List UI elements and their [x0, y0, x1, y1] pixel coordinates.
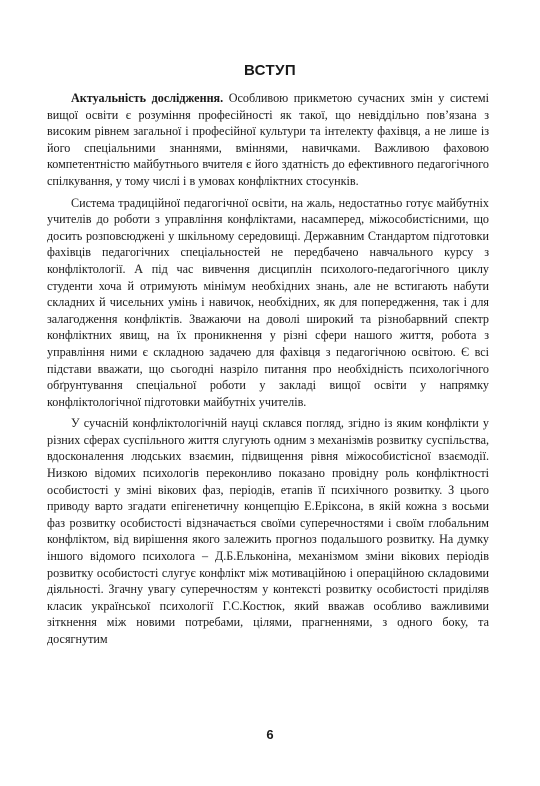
- paragraph-lead: Актуальність дослідження.: [71, 91, 224, 105]
- paragraph-3: [47, 415, 489, 647]
- paragraph-1: [47, 90, 489, 190]
- page-title: ВСТУП: [244, 62, 296, 79]
- paragraph-text: У сучасній конфліктологічній науці склався погляд, згідно із яким конфлікти у різних сферах суспільного життя слугують одним з механізмів розвитку суспільства, вдосконалення людських взаємин, підвищення рівня міжособистісної взаємодії. Низкою відомих психологів переконливо показано провідну роль конфліктності особистості у зміні вікових фаз, періодів, етапів її психічного розвитку. З цього приводу варто згадати епігенетичну концепцію Е.Еріксона, в якій кожна з восьми фаз розвитку особистості відзначається своїми суперечностями і своїм глобальним конфліктом, від вирішення якого залежить прогноз подальшого розвитку. На думку іншого відомого психолога – Д.Б.Ельконіна, механізмом зміни вікових періодів розвитку особистості слугує конфлікт між мотиваційною і операційною складовими діяльності. Згачну увагу суперечностям у контексті розвитку особистості приділяв класик української психології Г.С.Костюк, який вважав особливо важливими зіткнення між новими потребами, цілями, прагненнями, з одного боку, та досягнутим: [47, 416, 489, 646]
- paragraph-text: Особливою прикметою сучасних змін у системі вищої освіти є розуміння професійності як такої, що невіддільно пов’язана з високим рівнем загальної і професійної культури та інтелекту фахівця, а не лише із його спеціальними знаннями, вміннями, навичками. Важливою фаховою компетентністю майбутнього вчителя є його здатність до ефективного педагогічного спілкування, у тому числі і в умовах конфліктних стосунків.: [47, 91, 489, 188]
- page-number: 6: [266, 727, 274, 742]
- paragraph-2: [47, 195, 489, 411]
- document-body: [47, 90, 489, 648]
- paragraph-text: Система традиційної педагогічної освіти, на жаль, недостатньо готує майбутніх учителів до роботи з управління конфліктами, насамперед, міжособистісними, що досить розповсюджені у шкільному середовищі. Державним Стандартом підготовки фахівців педагогічних спеціальностей не передбачено навчального курсу з конфліктології. А під час вивчення дисциплін психолого-педагогічного циклу студенти хоча й отримують мінімум необхідних знань, але не встигають набути складних й чисельних умінь і навичок, необхідних, як для попередження, так і для залагодження конфліктів. Зважаючи на доволі широкий та різнобарвний спектр конфліктних явищ, на їх проникнення у різні сфери нашого життя, робота з управління ними є складною задачею для фахівця з педагогічною освітою. Є всі підстави вважати, що сьогодні назріло питання про необхідність психологічного обґрунтування спеціальної роботи у закладі вищої освіти у напрямку конфліктологічної підготовки майбутніх учителів.: [47, 195, 489, 409]
